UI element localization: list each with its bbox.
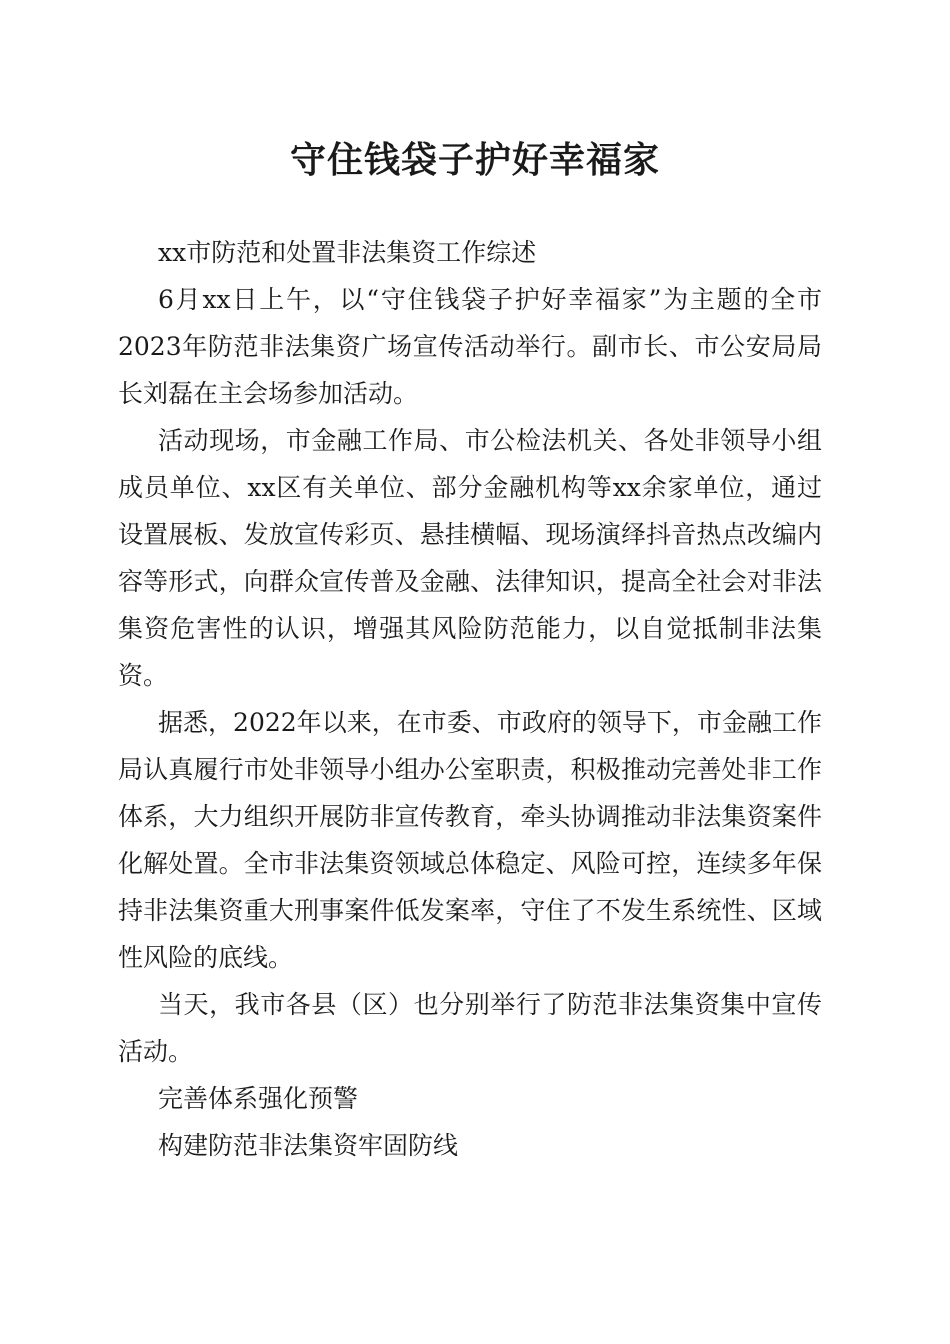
- paragraph-subtitle: xx市防范和处置非法集资工作综述: [158, 238, 537, 267]
- paragraph-background: 据悉，2022年以来，在市委、市政府的领导下，市金融工作局认真履行市处非领导小组办公室职责，积极推动完善处非工作体系，大力组织开展防非宣传教育，牵头协调推动非法集资案件化解处置。全市非法集资领域总体稳定、风险可控，连续多年保持非法集资重大刑事案件低发案率，守住了不发生系统性、区域性风险的底线。: [118, 708, 822, 972]
- paragraph-activity: 活动现场，市金融工作局、市公检法机关、各处非领导小组成员单位、xx区有关单位、部分金融机构等xx余家单位，通过设置展板、发放宣传彩页、悬挂横幅、现场演绎抖音热点改编内容等形式，向群众宣传普及金融、法律知识，提高全社会对非法集资危害性的认识，增强其风险防范能力，以自觉抵制非法集资。: [118, 426, 822, 690]
- paragraph-counties: 当天，我市各县（区）也分别举行了防范非法集资集中宣传活动。: [118, 990, 822, 1066]
- paragraph-event: 6月xx日上午，以“守住钱袋子护好幸福家”为主题的全市2023年防范非法集资广场宣传活动举行。副市长、市公安局局长刘磊在主会场参加活动。: [118, 285, 822, 408]
- section-heading-defense: 构建防范非法集资牢固防线: [158, 1131, 459, 1160]
- section-heading-system: 完善体系强化预警: [158, 1084, 359, 1113]
- document-title: 守住钱袋子护好幸福家: [289, 139, 660, 181]
- document-body: [118, 229, 822, 1169]
